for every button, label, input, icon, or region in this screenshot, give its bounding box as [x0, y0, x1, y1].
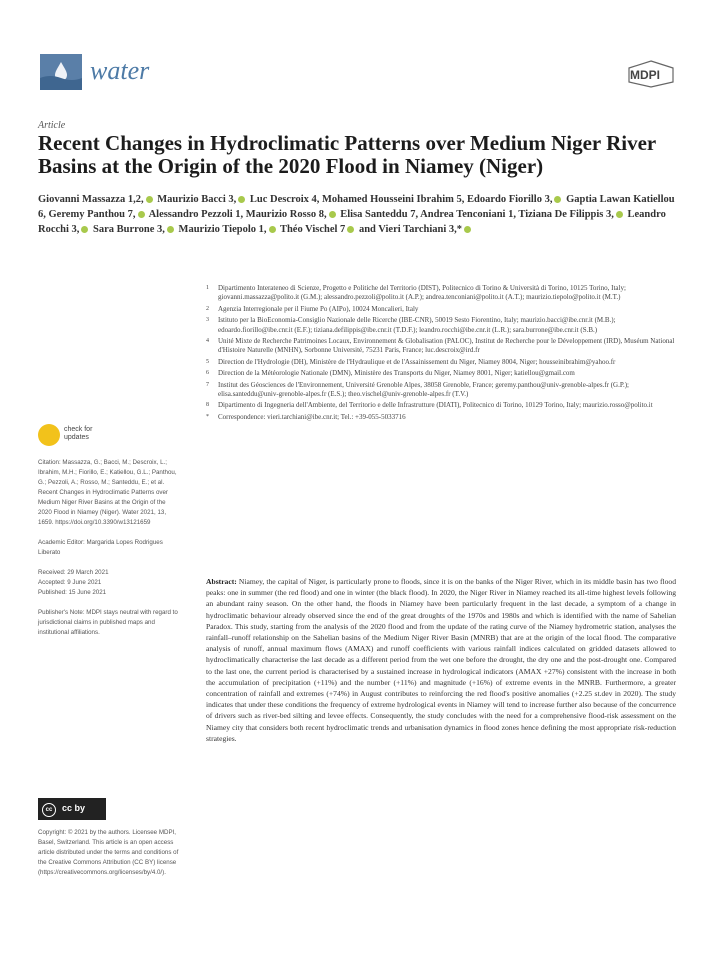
abstract	[206, 576, 676, 744]
orcid-icon[interactable]	[616, 211, 623, 218]
orcid-icon[interactable]	[138, 211, 145, 218]
affiliation-item: 4 Unité Mixte de Recherche Patrimoines Locaux, Environnement & Globalisation (PALOC), Institut de Recherche pour le Développement (IRD), Muséum National d'Histoire Naturelle (MNHN), Sorbonne Université, 75231 Paris, France; luc.descroix@ird.fr	[206, 337, 675, 355]
affiliation-item: 3 Istituto per la BioEconomia-Consiglio Nazionale delle Ricerche (IBE-CNR), 50019 Sesto Fiorentino, Italy; maurizio.bacci@ibe.cnr.it (M.B.); edoardo.fiorillo@ibe.cnr.it (E.F.); tiziana.defilippis@ibe.cnr.it (T.D.F.); leandro.rocchi@ibe.cnr.it (L.R.); sara.burrone@ibe.cnr.it (S.B.)	[206, 316, 616, 334]
cc-circle-icon: cc	[42, 803, 56, 817]
orcid-icon[interactable]	[167, 226, 174, 233]
sidebar-metadata	[38, 458, 180, 648]
orcid-icon[interactable]	[464, 226, 471, 233]
affiliation-item: 2 Agenzia Interregionale per il Fiume Po (AIPo), 10024 Moncalieri, Italy	[206, 304, 419, 313]
academic-editor: Academic Editor: Margarida Lopes Rodrigues Liberato	[38, 539, 163, 556]
author[interactable]: Gaptia Lawan Katiellou 6,	[38, 194, 675, 220]
author[interactable]: Maurizio Tiepolo 1,	[178, 224, 267, 235]
orcid-icon[interactable]	[347, 226, 354, 233]
journal-name: water	[90, 56, 150, 85]
author[interactable]: Mohamed Housseini Ibrahim 5,	[322, 194, 465, 205]
journal-logo	[40, 54, 82, 90]
author[interactable]: Maurizio Bacci 3,	[157, 194, 237, 205]
author[interactable]: Maurizio Rosso 8,	[245, 209, 327, 220]
publisher-name: MDPI	[630, 68, 660, 82]
accepted-date: Accepted: 9 June 2021	[38, 579, 102, 586]
affiliation-item: 5 Direction de l'Hydrologie (DH), Ministère de l'Hydraulique et de l'Assainissement du Niger, Niamey 8004, Niger; housseinibrahim@yahoo.fr	[206, 357, 616, 366]
author[interactable]: Leandro Rocchi 3,	[38, 209, 666, 235]
author[interactable]: Tiziana De Filippis 3,	[518, 209, 614, 220]
affiliation-item: 6 Direction de la Météorologie Nationale (DMN), Ministère des Transports du Niger, Niamey 8001, Niger; katiellou@gmail.com	[206, 369, 575, 378]
author[interactable]: Geremy Panthou 7,	[48, 209, 136, 220]
orcid-icon[interactable]	[329, 211, 336, 218]
dates	[38, 568, 180, 598]
author[interactable]: Sara Burrone 3,	[93, 224, 165, 235]
copyright: Copyright: © 2021 by the authors. Licensee MDPI, Basel, Switzerland. This article is an open access article distributed under the terms and conditions of the Creative Commons Attribution (CC BY) license (https://creativecommons.org/licenses/by/4.0/).	[38, 829, 179, 876]
check-updates-label[interactable]: check for updates	[64, 426, 93, 441]
orcid-icon[interactable]	[81, 226, 88, 233]
orcid-icon[interactable]	[238, 196, 245, 203]
author[interactable]: Théo Vischel 7	[279, 224, 346, 235]
affiliations	[206, 284, 676, 424]
author[interactable]: Giovanni Massazza 1,2,	[38, 194, 144, 205]
citation: Citation: Massazza, G.; Bacci, M.; Descroix, L.; Ibrahim, M.H.; Fiorillo, E.; Katiellou, G.L.; Panthou, G.; Pezzoli, A.; Rosso, M.; Santeddu, E.; et al. Recent Changes in Hydroclimatic Patterns over Medium Niger River Basins at the Origin of the 2020 Flood in Niamey (Niger). Water 2021, 13, 1659. https://doi.org/10.3390/w13121659	[38, 459, 177, 526]
author[interactable]: Elisa Santeddu 7,	[340, 209, 419, 220]
abstract-label: Abstract:	[206, 577, 237, 586]
author[interactable]: and Vieri Tarchiani 3,*	[358, 224, 463, 235]
affiliation-item: * Correspondence: vieri.tarchiani@ibe.cnr.it; Tel.: +39-055-5033716	[206, 412, 406, 421]
published-date: Published: 15 June 2021	[38, 589, 107, 596]
affiliation-item: 7 Institut des Géosciences de l'Environnement, Université Grenoble Alpes, 38058 Grenoble, France; geremy.panthou@univ-grenoble-alpes.fr (G.P.); elisa.santeddu@univ-grenoble-alpes.fr (E.S.); theo.vischel@univ-grenoble-alpes.fr (T.V.)	[206, 380, 630, 399]
orcid-icon[interactable]	[269, 226, 276, 233]
orcid-icon[interactable]	[554, 196, 561, 203]
article-type: Article	[38, 120, 66, 131]
author[interactable]: Alessandro Pezzoli 1,	[148, 209, 244, 220]
received-date: Received: 29 March 2021	[38, 569, 109, 576]
publisher-note: Publisher's Note: MDPI stays neutral with regard to jurisdictional claims in published maps and institutional affiliations.	[38, 609, 178, 636]
cc-label: cc by	[62, 803, 86, 813]
affiliation-item: 8 Dipartimento di Ingegneria dell'Ambiente, del Territorio e delle Infrastrutture (DIATI), Politecnico di Torino, 10129 Torino, Italy; maurizio.rosso@polito.it	[206, 401, 653, 410]
author[interactable]: Edoardo Fiorillo 3,	[467, 194, 553, 205]
article-title: Recent Changes in Hydroclimatic Patterns over Medium Niger River Basins at the Origin of the 2020 Flood in Niamey (Niger)	[38, 131, 656, 178]
check-updates-icon[interactable]	[38, 424, 60, 446]
cc-license-icon[interactable]	[38, 798, 106, 820]
author-list	[38, 192, 678, 237]
orcid-icon[interactable]	[146, 196, 153, 203]
author[interactable]: Andrea Tenconiani 1,	[420, 209, 516, 220]
author[interactable]: Luc Descroix 4,	[249, 194, 320, 205]
abstract-text: Niamey, the capital of Niger, is particularly prone to floods, since it is on the banks of the Niger River, which in its middle basin has two flood peaks: one in summer (the red flood) and one in winter (the black flood). In 2020, the Niger River in Niamey reached its all-time highest levels following an abundant rainy season. On the other hand, the floods in Niamey have been particularly frequent in the last decade, a symptom of a change in hydroclimatic behaviour already observed since the end of the great droughts of the 1970s and 1980s and which is identified with the name of Sahelian Paradox. This study, starting from the analysis of the 2020 flood and from the update of the rating curve of the Niamey hydrometric station, analyses the rainfall–runoff relationship on the Sahelian basins of the Medium Niger River Basin (MNRB) that are at the origin of the local flood. The comparative analysis of runoff, annual maximum flows (AMAX) and runoff coefficients with various rainfall indices calculated on gridded datasets allowed to hydroclimatically characterise the last decade as a different period from the wet one before the drought, the dry one and the post-drought one. Compared to the last one, the current period is characterised by a sustained increase in hydrological indicators (AMAX +27%) consistent with the increase in both the accumulation of precipitation (+11%) and the number (+11%) and magnitude (+16%) of extreme events in the MNRB. Furthermore, a greater concentration of rainfall and extremes (+74%) in August contributes to reinforcing the red flood's positive anomalies (+2.25 st.dev in 2020). The study indicates that under these conditions the frequency of extreme hydrological events in Niamey will tend to increase further also because of the concurrence of drivers such as river-bed silting and levee effects. Consequently, the study concludes with the need for a comprehensive flood-risk assessment on the Niamey city that considers both recent hydroclimatic trends and urbanisation dynamics in flood zones hence defining the most appropriate risk-reduction strategies.	[206, 577, 676, 743]
water-drop-icon	[40, 54, 82, 90]
affiliation-item: 1 Dipartimento Interateneo di Scienze, Progetto e Politiche del Territorio (DIST), Politecnico di Torino & Università di Torino, 10125 Torino, Italy; giovanni.massazza@polito.it (G.M.); alessandro.pezzoli@polito.it (A.P.); andrea.tenconiani@polito.it (A.T.); maurizio.tiepolo@polito.it (M.T.)	[206, 284, 626, 302]
